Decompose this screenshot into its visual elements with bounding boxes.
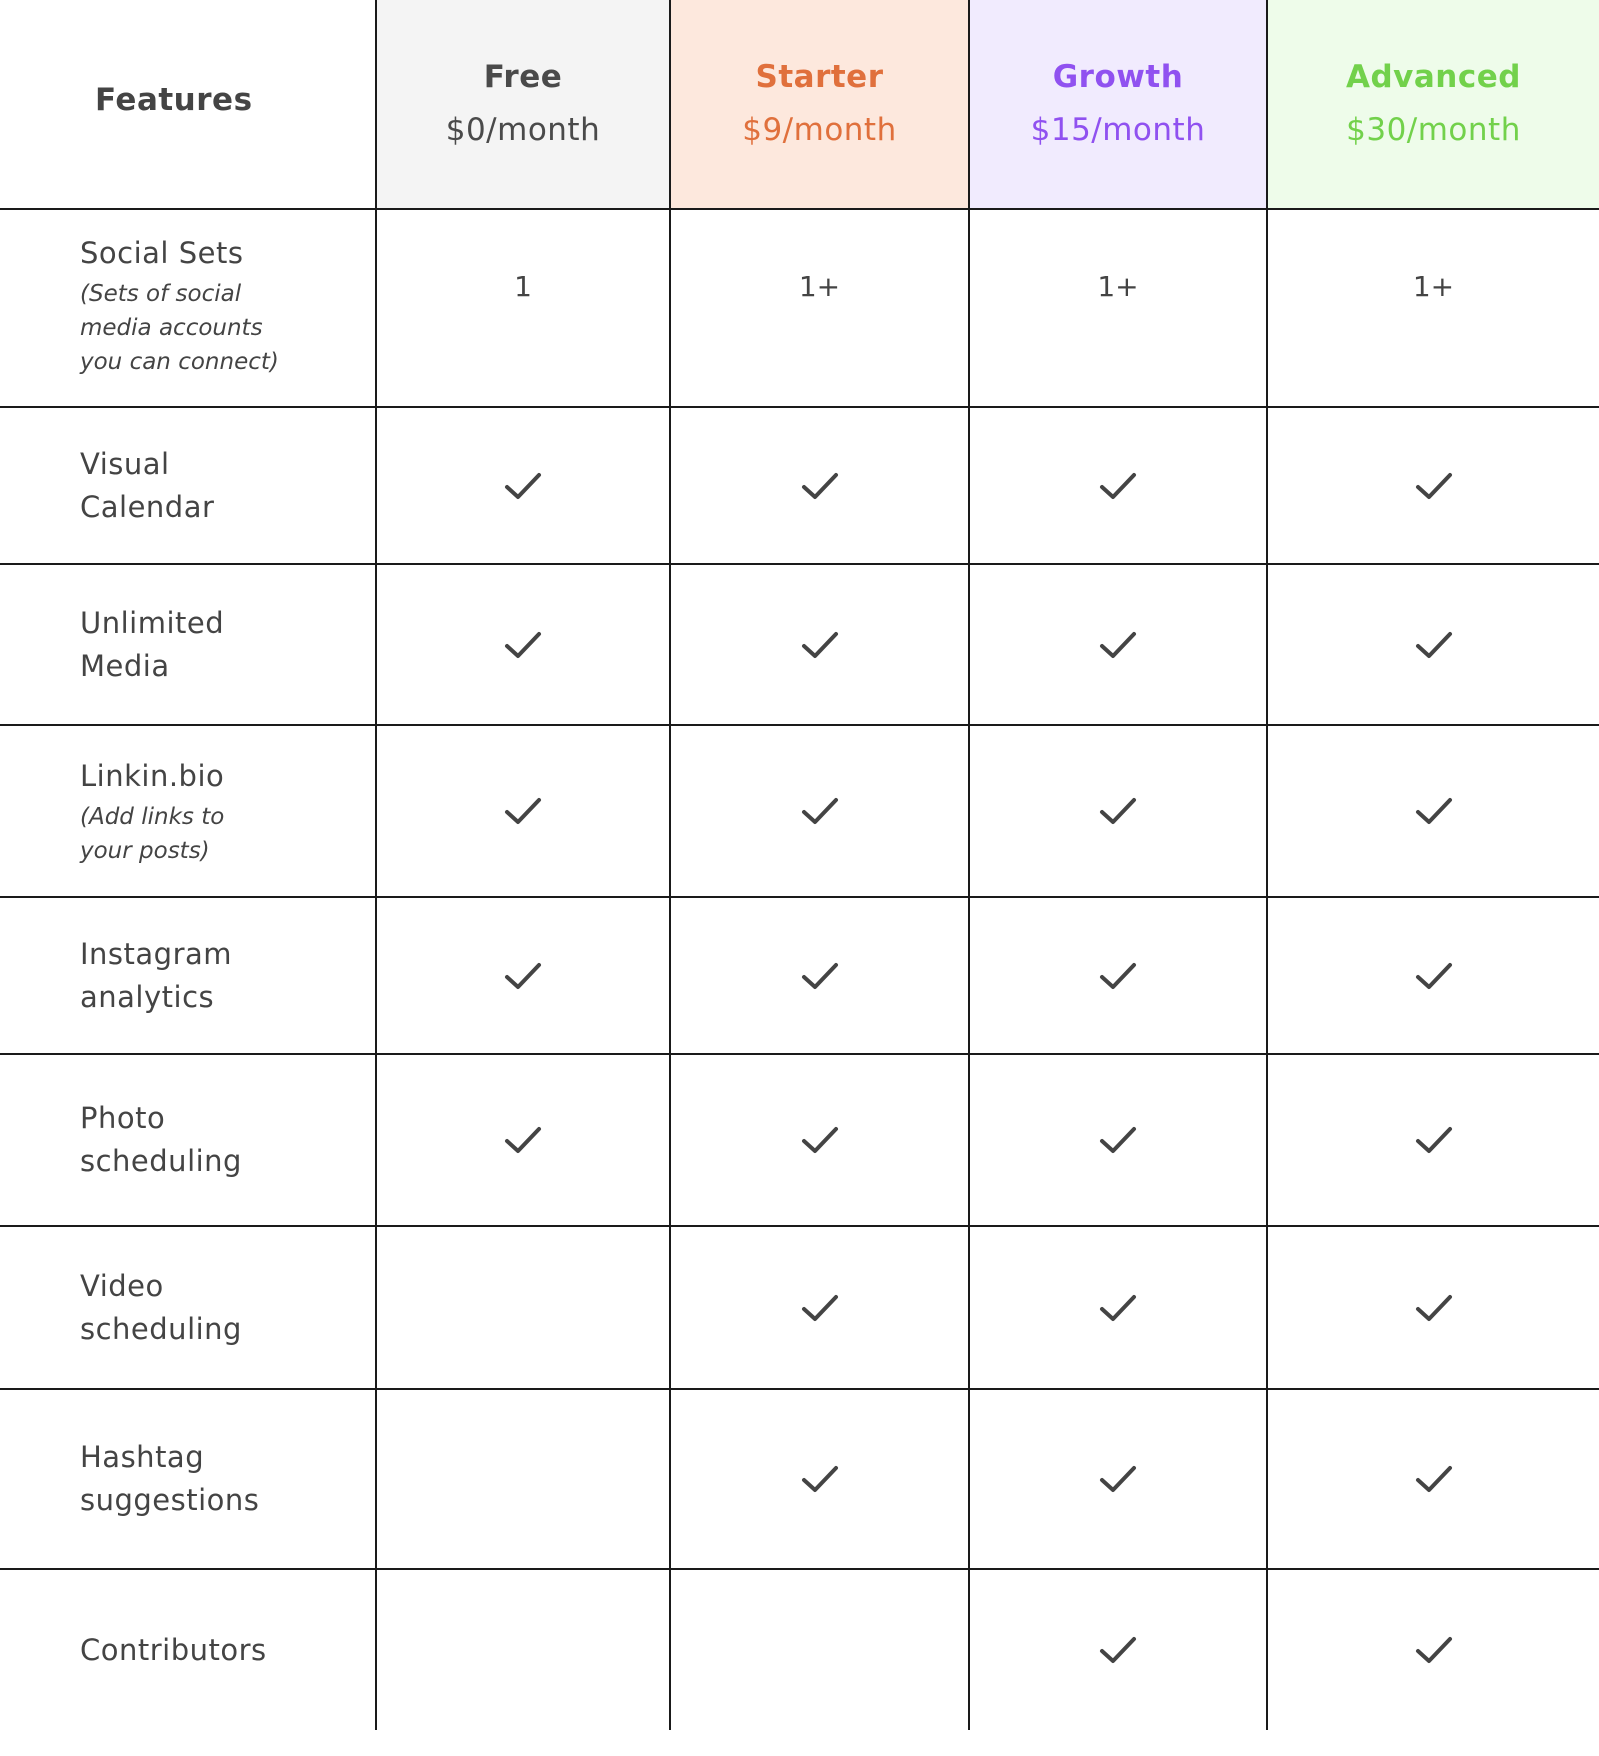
feature-cell [0,726,377,898]
feature-description: (Sets of social media accounts you can connect) [80,281,279,375]
plan-feature-value-free [377,408,671,565]
check-icon [1096,1628,1140,1672]
feature-description: (Add links to your posts) [80,803,225,864]
check-icon [798,1457,842,1501]
feature-cell [0,1227,377,1390]
plan-feature-value-free [377,1227,671,1390]
plan-feature-value-starter [671,1055,970,1227]
feature-value-text: 1+ [1412,270,1455,303]
check-icon [501,789,545,833]
feature-cell [0,210,377,408]
feature-cell [0,898,377,1055]
plan-price: $15/month [1030,112,1206,148]
plan-feature-value-free [377,726,671,898]
plan-price: $0/month [445,112,601,148]
plan-feature-value-advanced [1268,1570,1599,1730]
plan-feature-value-advanced [1268,210,1599,408]
feature-name: Unlimited Media [80,605,225,683]
plan-header-advanced [1268,0,1599,210]
feature-cell [0,1570,377,1730]
plan-feature-value-advanced [1268,408,1599,565]
feature-value-text: 1+ [798,270,841,303]
feature-name: Video scheduling [80,1268,242,1346]
check-icon [798,464,842,508]
check-icon [1412,1457,1456,1501]
check-icon [798,1118,842,1162]
plan-feature-value-starter [671,210,970,408]
plan-feature-value-advanced [1268,1227,1599,1390]
plan-feature-value-growth [970,1227,1268,1390]
check-icon [501,1118,545,1162]
plan-feature-value-growth [970,210,1268,408]
features-header [0,0,377,210]
plan-feature-value-growth [970,1570,1268,1730]
plan-feature-value-starter [671,1390,970,1570]
feature-value-text: 1 [514,270,532,303]
plan-feature-value-growth [970,898,1268,1055]
check-icon [1096,1457,1140,1501]
check-icon [1096,464,1140,508]
plan-feature-value-starter [671,1570,970,1730]
check-icon [1412,954,1456,998]
check-icon [798,1286,842,1330]
plan-name: Starter [755,59,884,95]
plan-feature-value-growth [970,408,1268,565]
plan-feature-value-starter [671,408,970,565]
check-icon [1096,1118,1140,1162]
feature-name: Instagram analytics [80,936,233,1014]
check-icon [1096,1286,1140,1330]
plan-feature-value-free [377,210,671,408]
plan-name: Growth [1052,59,1184,95]
check-icon [1412,1118,1456,1162]
plan-feature-value-starter [671,565,970,726]
check-icon [501,954,545,998]
check-icon [501,623,545,667]
check-icon [798,954,842,998]
plan-feature-value-free [377,898,671,1055]
plan-name: Advanced [1346,59,1521,95]
features-header-label: Features [95,82,253,118]
check-icon [1412,1628,1456,1672]
plan-name: Free [483,59,563,95]
plan-price: $30/month [1346,112,1521,148]
check-icon [1096,789,1140,833]
check-icon [1096,623,1140,667]
check-icon [1412,464,1456,508]
feature-name: Linkin.bio [80,758,225,793]
plan-price: $9/month [742,112,897,148]
plan-feature-value-growth [970,1055,1268,1227]
check-icon [1096,954,1140,998]
feature-name: Contributors [80,1632,267,1667]
plan-feature-value-free [377,1570,671,1730]
plan-feature-value-advanced [1268,726,1599,898]
check-icon [1412,623,1456,667]
feature-name: Hashtag suggestions [80,1440,260,1517]
plan-feature-value-advanced [1268,565,1599,726]
plan-feature-value-growth [970,726,1268,898]
plan-feature-value-free [377,1055,671,1227]
check-icon [501,464,545,508]
plan-feature-value-starter [671,1227,970,1390]
check-icon [1412,789,1456,833]
plan-feature-value-growth [970,565,1268,726]
plan-header-growth [970,0,1268,210]
plan-feature-value-starter [671,898,970,1055]
plan-feature-value-advanced [1268,1055,1599,1227]
feature-cell [0,565,377,726]
plan-feature-value-advanced [1268,898,1599,1055]
plan-header-free [377,0,671,210]
feature-name: Photo scheduling [80,1101,242,1178]
feature-name: Visual Calendar [80,446,215,524]
feature-cell [0,408,377,565]
plan-feature-value-advanced [1268,1390,1599,1570]
plan-feature-value-free [377,1390,671,1570]
feature-name: Social Sets [80,236,244,270]
plan-feature-value-growth [970,1390,1268,1570]
feature-cell [0,1390,377,1570]
feature-cell [0,1055,377,1227]
check-icon [798,623,842,667]
plan-feature-value-free [377,565,671,726]
plan-header-starter [671,0,970,210]
feature-value-text: 1+ [1097,270,1139,303]
check-icon [1412,1286,1456,1330]
plan-feature-value-starter [671,726,970,898]
check-icon [798,789,842,833]
